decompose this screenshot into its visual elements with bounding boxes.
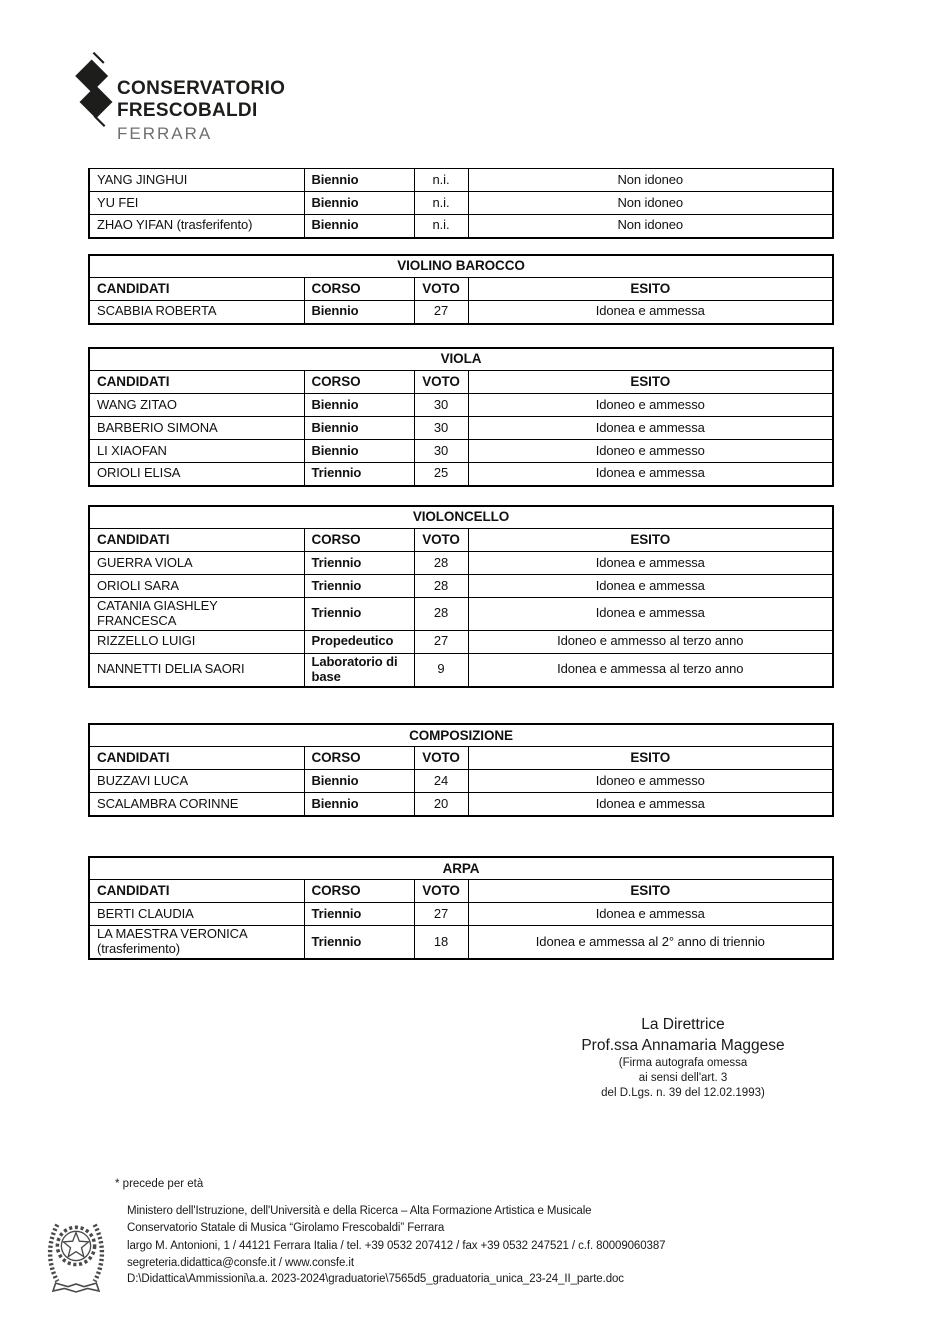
footer-line-conservatory: Conservatorio Statale di Musica “Girolamo Frescobaldi” Ferrara (127, 1221, 445, 1234)
logo-text (117, 78, 285, 145)
cell-voto: 25 (414, 463, 468, 486)
section-table-violoncello (88, 505, 834, 688)
section-title: VIOLA (89, 348, 833, 371)
section-table-violino-barocco (88, 254, 834, 325)
section-table-viola (88, 347, 834, 487)
column-header-esito: ESITO (468, 747, 833, 770)
cell-voto: n.i. (414, 215, 468, 238)
cell-name: NANNETTI DELIA SAORI (89, 653, 304, 686)
cell-esito: Idonea e ammessa (468, 552, 833, 575)
footer (45, 1203, 665, 1299)
column-header-esito: ESITO (468, 278, 833, 301)
section-table-composizione (88, 723, 834, 817)
cell-corso: Biennio (304, 169, 414, 192)
cell-corso: Triennio (304, 463, 414, 486)
section-title-row (89, 857, 833, 880)
section-title-row (89, 724, 833, 747)
section-title-row (89, 255, 833, 278)
column-header-voto: VOTO (414, 529, 468, 552)
signature-name: Prof.ssa Annamaria Maggese (581, 1037, 785, 1054)
column-header-row (89, 278, 833, 301)
cell-voto: n.i. (414, 169, 468, 192)
cell-name: BARBERIO SIMONA (89, 417, 304, 440)
cell-name: BUZZAVI LUCA (89, 770, 304, 793)
column-header-voto: VOTO (414, 371, 468, 394)
cell-esito: Idonea e ammessa (468, 417, 833, 440)
column-header-candidati: CANDIDATI (89, 880, 304, 903)
cell-name: LA MAESTRA VERONICA (trasferimento) (89, 926, 304, 959)
cell-esito: Idonea e ammessa (468, 463, 833, 486)
candidate-row (89, 770, 833, 793)
candidate-row (89, 394, 833, 417)
signature-note-line: del D.Lgs. n. 39 del 12.02.1993) (601, 1087, 765, 1099)
cell-voto: 30 (414, 394, 468, 417)
column-header-corso: CORSO (304, 747, 414, 770)
cell-name: YANG JINGHUI (89, 169, 304, 192)
logo-line-conservatorio: CONSERVATORIO (117, 78, 286, 99)
cell-corso: Biennio (304, 417, 414, 440)
cell-voto: 24 (414, 770, 468, 793)
cell-esito: Idoneo e ammesso (468, 440, 833, 463)
column-header-esito: ESITO (468, 880, 833, 903)
cell-name: SCALAMBRA CORINNE (89, 793, 304, 816)
cell-voto: n.i. (414, 192, 468, 215)
cell-esito: Idoneo e ammesso (468, 394, 833, 417)
section-title: VIOLONCELLO (89, 506, 833, 529)
results-tables (88, 168, 834, 960)
cell-name: ORIOLI ELISA (89, 463, 304, 486)
cell-esito: Idonea e ammessa (468, 575, 833, 598)
cell-voto: 30 (414, 440, 468, 463)
cell-name: ZHAO YIFAN (trasferifento) (89, 215, 304, 238)
cell-voto: 28 (414, 598, 468, 631)
signature-note-line: ai sensi dell'art. 3 (638, 1072, 728, 1084)
cell-voto: 20 (414, 793, 468, 816)
column-header-row (89, 529, 833, 552)
section-title: VIOLINO BAROCCO (89, 255, 833, 278)
continuation-table (88, 168, 834, 239)
cell-voto: 30 (414, 417, 468, 440)
column-header-row (89, 880, 833, 903)
candidate-row (89, 301, 833, 324)
cell-corso: Triennio (304, 552, 414, 575)
cell-voto: 27 (414, 301, 468, 324)
cell-esito: Non idoneo (468, 169, 833, 192)
section-title-row (89, 506, 833, 529)
logo-line-ferrara: FERRARA (117, 124, 213, 143)
cell-corso: Biennio (304, 215, 414, 238)
cell-corso: Biennio (304, 192, 414, 215)
cell-name: RIZZELLO LUIGI (89, 630, 304, 653)
candidate-row (89, 653, 833, 686)
cell-esito: Idonea e ammessa (468, 598, 833, 631)
cell-name: ORIOLI SARA (89, 575, 304, 598)
section-title-row (89, 348, 833, 371)
cell-esito: Idonea e ammessa (468, 903, 833, 926)
candidate-row (89, 552, 833, 575)
section-table-arpa (88, 856, 834, 960)
candidate-row (89, 463, 833, 486)
column-header-candidati: CANDIDATI (89, 371, 304, 394)
candidate-row (89, 903, 833, 926)
cell-esito: Idonea e ammessa (468, 793, 833, 816)
age-precedence-footnote: * precede per età (115, 1178, 204, 1190)
candidate-row (89, 598, 833, 631)
column-header-candidati: CANDIDATI (89, 529, 304, 552)
column-header-voto: VOTO (414, 747, 468, 770)
candidate-row (89, 575, 833, 598)
footer-line-contacts: segreteria.didattica@consfe.it / www.consfe.it (127, 1256, 354, 1269)
cell-corso: Biennio (304, 301, 414, 324)
cell-name: GUERRA VIOLA (89, 552, 304, 575)
column-header-candidati: CANDIDATI (89, 278, 304, 301)
cell-name: BERTI CLAUDIA (89, 903, 304, 926)
cell-name: LI XIAOFAN (89, 440, 304, 463)
candidate-row (89, 417, 833, 440)
column-header-corso: CORSO (304, 278, 414, 301)
cell-corso: Triennio (304, 575, 414, 598)
cell-corso: Biennio (304, 770, 414, 793)
candidate-row (89, 440, 833, 463)
cell-esito: Idoneo e ammesso al terzo anno (468, 630, 833, 653)
italy-republic-emblem-icon (45, 1207, 107, 1299)
cell-voto: 18 (414, 926, 468, 959)
cell-name: YU FEI (89, 192, 304, 215)
cell-esito: Idonea e ammessa al terzo anno (468, 653, 833, 686)
candidate-row (89, 793, 833, 816)
candidate-row (89, 630, 833, 653)
column-header-candidati: CANDIDATI (89, 747, 304, 770)
cell-name: CATANIA GIASHLEY FRANCESCA (89, 598, 304, 631)
cell-corso: Biennio (304, 440, 414, 463)
column-header-voto: VOTO (414, 880, 468, 903)
cell-esito: Idonea e ammessa (468, 301, 833, 324)
column-header-esito: ESITO (468, 529, 833, 552)
cell-corso: Propedeutico (304, 630, 414, 653)
candidate-row (89, 169, 833, 192)
column-header-corso: CORSO (304, 529, 414, 552)
column-header-esito: ESITO (468, 371, 833, 394)
signature-role: La Direttrice (641, 1016, 725, 1033)
cell-corso: Triennio (304, 903, 414, 926)
logo-line-frescobaldi: FRESCOBALDI (117, 100, 258, 121)
cell-corso: Triennio (304, 926, 414, 959)
section-title: COMPOSIZIONE (89, 724, 833, 747)
cell-esito: Idonea e ammessa al 2° anno di triennio (468, 926, 833, 959)
cell-corso: Triennio (304, 598, 414, 631)
signature-note-line: (Firma autografa omessa (618, 1057, 748, 1069)
frescobaldi-logo-mark-icon (70, 50, 122, 154)
footer-line-ministry: Ministero dell'Istruzione, dell'Università e della Ricerca – Alta Formazione Artistica e Musicale (127, 1205, 592, 1217)
cell-corso: Biennio (304, 793, 414, 816)
cell-voto: 28 (414, 575, 468, 598)
cell-voto: 28 (414, 552, 468, 575)
section-title: ARPA (89, 857, 833, 880)
cell-corso: Laboratorio di base (304, 653, 414, 686)
cell-voto: 9 (414, 653, 468, 686)
cell-esito: Non idoneo (468, 192, 833, 215)
candidate-row (89, 926, 833, 959)
cell-name: WANG ZITAO (89, 394, 304, 417)
column-header-corso: CORSO (304, 371, 414, 394)
candidate-row (89, 192, 833, 215)
column-header-row (89, 747, 833, 770)
footer-text (127, 1203, 665, 1288)
column-header-corso: CORSO (304, 880, 414, 903)
cell-corso: Biennio (304, 394, 414, 417)
cell-esito: Idoneo e ammesso (468, 770, 833, 793)
footer-line-filepath: D:\Didattica\Ammissioni\a.a. 2023-2024\graduatorie\7565d5_graduatoria_unica_23-24_II_parte.doc (127, 1273, 624, 1285)
cell-name: SCABBIA ROBERTA (89, 301, 304, 324)
footer-line-address: largo M. Antonioni, 1 / 44121 Ferrara Italia / tel. +39 0532 207412 / fax +39 0532 247521 / c.f. 80009060387 (127, 1240, 666, 1252)
cell-voto: 27 (414, 903, 468, 926)
candidate-row (89, 215, 833, 238)
signature-block (500, 1014, 866, 1101)
cell-voto: 27 (414, 630, 468, 653)
column-header-voto: VOTO (414, 278, 468, 301)
column-header-row (89, 371, 833, 394)
cell-esito: Non idoneo (468, 215, 833, 238)
